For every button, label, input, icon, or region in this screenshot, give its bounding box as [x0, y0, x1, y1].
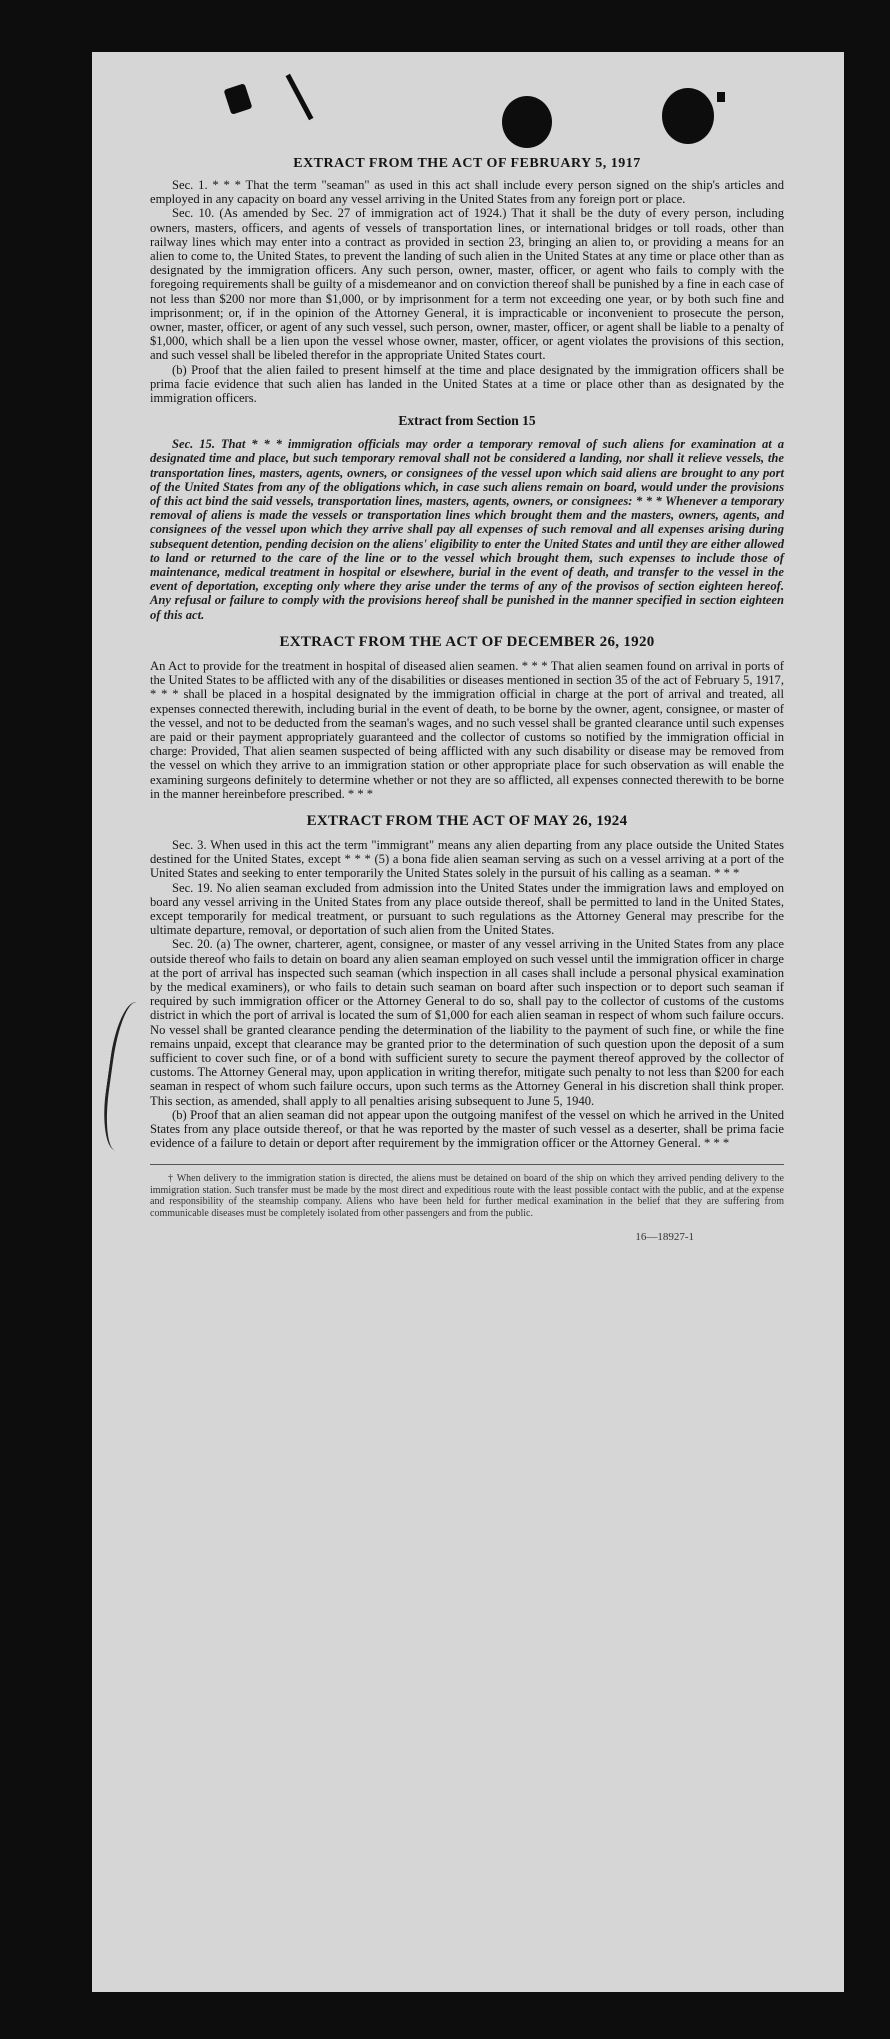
- paragraph-sec-3: Sec. 3. When used in this act the term "immigrant" means any alien departing from any place outside the United States destined for the United States, except * * * (5) a bona fide alien seaman serving as such on a vessel arriving at a port of the United States and seeking to enter temporarily the United States solely in the pursuit of his calling as a seaman. * * *: [150, 837, 784, 881]
- act-1920-heading: EXTRACT FROM THE ACT OF DECEMBER 26, 1920: [279, 633, 655, 650]
- page-number: 16—18927-1: [635, 1231, 694, 1244]
- paragraph-sec-20-b: (b) Proof that an alien seaman did not appear upon the outgoing manifest of the vessel on which he arrived in the United States from any place outside thereof, or that he was reported by the master of such vessel as a deserter, shall be prima facie evidence of a failure to detain or deport after requirement by the immigration officer or the Attorney General. * * *: [150, 1107, 784, 1151]
- act-1924-heading: EXTRACT FROM THE ACT OF MAY 26, 1924: [306, 812, 628, 829]
- paragraph-sec-1: Sec. 1. * * * That the term "seaman" as used in this act shall include every person signed on the ship's articles and employed in any capacity on board any vessel arriving in the United States from any foreign port or place.: [150, 178, 784, 207]
- paragraph-sec-20-a: Sec. 20. (a) The owner, charterer, agent, consignee, or master of any vessel arriving in the United States from any place outside thereof who fails to detain on board any alien seaman employed on such vessel until the immigration officer in charge at the port of arrival has inspected such seaman (which inspection in all cases shall include a personal physical examination by the medical examiners), or who fails to detain such seaman on board after such inspection or to deport such seaman if required by such immigration officer or the Attorney General to do so, shall pay to the collector of customs of the customs district in which the port of arrival is located the sum of $1,000 for each alien seaman in respect of whom such failure occurs. No vessel shall be granted clearance pending the determination of the liability to the payment of such fine, or while the fine remains unpaid, except that clearance may be granted prior to the determination of such question upon the deposit of a sum sufficient to cover such fine, or of a bond with sufficient surety to secure the payment thereof approved by the collector of customs. The Attorney General may, upon application in writing therefor, mitigate such penalty to not less than $200 for each seaman in respect of whom such failure occurs, upon such terms as the Attorney General in his discretion shall think proper. This section, as amended, shall apply to all penalties arising subsequent to June 5, 1940.: [150, 937, 784, 1108]
- punch-hole: [662, 88, 714, 144]
- ink-mark: [286, 74, 314, 120]
- punch-hole: [502, 96, 552, 148]
- document-page: [92, 52, 844, 1992]
- paragraph-sec-15: Sec. 15. That * * * immigration officials may order a temporary removal of such aliens for examination at a designated time and place, but such temporary removal shall not be considered a landing, nor shall it relieve vessels, the transportation lines, masters, agents, owners, or consignees of the vessel upon which said aliens are brought to any port of the United States from any of the obligations which, in case such aliens remain on board, would under the provisions of this act bind the said vessels, transportation lines, masters, agents, owners, or consignees: * * * Whenever a temporary removal of aliens is made the vessels or transportation lines which brought them and the masters, owners, agents, and consignees of the vessel upon which they arrive shall pay all expenses of such removal and all expenses arising during subsequent detention, pending decision on the aliens' eligibility to enter the United States and until they are either allowed to land or returned to the care of the line or to the vessel which brought them, such expenses to include those of maintenance, medical treatment in hospital or elsewhere, burial in the event of death, and transfer to the vessel in the event of deportation, excepting only where they arise under the terms of any of the provisos of section eighteen hereof. Any refusal or failure to comply with the provisions hereof shall be punished in the manner specified in section eighteen of this act.: [150, 437, 784, 622]
- paragraph-sec-10: Sec. 10. (As amended by Sec. 27 of immigration act of 1924.) That it shall be the duty of every person, including owners, masters, officers, and agents of vessels of transportation lines, or international bridges or toll roads, other than railway lines which may enter into a contract as provided in section 23, bringing an alien to, or providing a means for an alien to come to, the United States, to prevent the landing of such alien in the United States at any time or place other than as designated by the immigration officers. Any such person, owner, master, officer, or agent who fails to comply with the foregoing requirements shall be guilty of a misdemeanor and on conviction thereof shall be punished by a fine in each case of not less than $200 nor more than $1,000, or by imprisonment for a term not exceeding one year, or by both such fine and imprisonment; or, if in the opinion of the Attorney General, it is impracticable or inconvenient to prosecute the person, owner, master, officer, or agent of any such vessel, such person, owner, master, officer, or agent shall be liable to a penalty of $1,000, which shall be a lien upon the vessel whose owner, master, officer, or agent violates the provisions of this section, and such vessel shall be libeled therefor in the appropriate United States court.: [150, 206, 784, 363]
- footnote: † When delivery to the immigration station is directed, the aliens must be detained on board of the ship on which they arrived pending delivery to the immigration station. Such transfer must be made by the most direct and expeditious route with the least possible contact with the public, and at the expense and responsibility of the steamship company. Aliens who have been held for further medical examination in the belief that they are suffering from communicable diseases must be completely isolated from other passengers and from the public.: [150, 1164, 784, 1219]
- ink-mark: [717, 92, 725, 102]
- paragraph-act-1920: An Act to provide for the treatment in hospital of diseased alien seamen. * * * That alien seamen found on arrival in ports of the United States to be afflicted with any of the disabilities or diseases mentioned in section 35 of the act of February 5, 1917, * * * shall be placed in a hospital designated by the immigration official in charge at the port of arrival and treated, all expenses connected therewith, including burial in the event of death, to be borne by the owner, agent, consignee, or master of the vessel, and not to be deducted from the seaman's wages, and no such vessel shall be granted clearance until such expenses are paid or their payment appropriately guaranteed and the collector of customs so notified by the immigration official in charge: Provided, That alien seamen suspected of being afflicted with any such disability or disease may be removed from the vessel on which they arrive to an immigration station or other appropriate place for such observation as will enable the examining surgeons definitely to determine whether or not they are so afflicted, all expenses connected therewith to be borne in the manner hereinbefore prescribed. * * *: [150, 658, 784, 801]
- section-15-heading: Extract from Section 15: [398, 413, 536, 429]
- paragraph-sec-19: Sec. 19. No alien seaman excluded from admission into the United States under the immigration laws and employed on board any vessel arriving in the United States from any place outside thereof, shall be permitted to land in the United States, except temporarily for medical treatment, or pursuant to such regulations as the Attorney General may prescribe for the ultimate departure, removal, or deportation of such alien from the United States.: [150, 880, 784, 938]
- ink-mark: [224, 83, 253, 115]
- page-title: EXTRACT FROM THE ACT OF FEBRUARY 5, 1917: [293, 156, 641, 171]
- paragraph-sec-10-b: (b) Proof that the alien failed to present himself at the time and place designated by the immigration officers shall be prima facie evidence that such alien has landed in the United States at a time or place other than as designated by the immigration officers.: [150, 362, 784, 406]
